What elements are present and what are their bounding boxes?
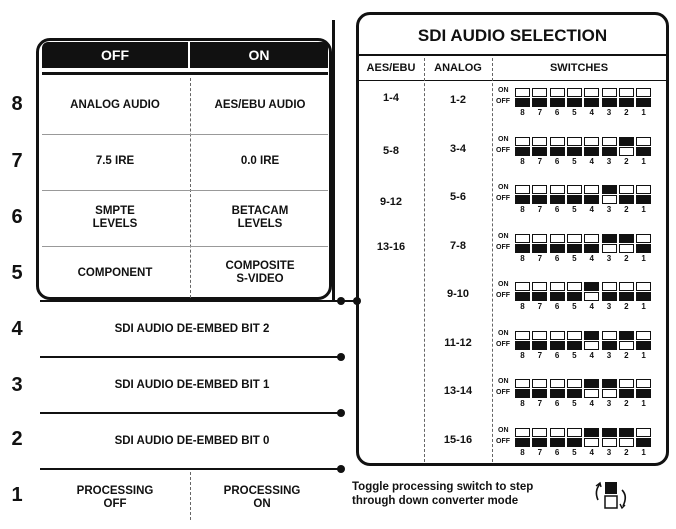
- dip-switch-on-position: [567, 428, 582, 437]
- dip-switch-off-position: [515, 195, 530, 204]
- switch-2-label: SDI AUDIO DE-EMBED BIT 0: [114, 434, 270, 447]
- switch-7-off-label: 7.5 IRE: [95, 154, 135, 167]
- switch-number: 8: [520, 253, 525, 263]
- switch-on-label: ON: [498, 135, 509, 143]
- dip-switch-on-position: [515, 379, 530, 388]
- switch-number: 4: [589, 205, 594, 214]
- dip-switch-on-position: [550, 428, 565, 437]
- switch-number: 2: [624, 447, 629, 457]
- dip-switch-on-position: [636, 282, 651, 291]
- switch-number: 7: [537, 350, 543, 360]
- analog-value: 5-6: [450, 191, 466, 203]
- switch-number: 8: [520, 447, 525, 457]
- dip-switch-on-position: [532, 428, 547, 437]
- dip-switch-off-position: [532, 147, 547, 156]
- dip-switch-on-position: [602, 428, 617, 437]
- dip-switch-on-position: [567, 379, 582, 388]
- switch-number: 5: [572, 399, 577, 408]
- dip-switch-off-position: [602, 341, 617, 350]
- dip-switch-on-position: [636, 185, 651, 194]
- dip-switch-on-position: [515, 137, 530, 146]
- switch-on-label: ON: [498, 329, 509, 337]
- dip-switch-off-position: [602, 195, 617, 204]
- dip-switch-off-position: [532, 98, 547, 107]
- dip-switch-off-position: [550, 147, 565, 156]
- switch-1-on-label: PROCESSING ON: [223, 485, 301, 510]
- switch-off-label: OFF: [496, 292, 510, 299]
- sdi-title-rule: [359, 54, 666, 56]
- dip-switch-off-position: [636, 438, 651, 447]
- dip-switch-on-position: [636, 234, 651, 243]
- dip-switch-on-position: [515, 185, 530, 194]
- dip-switch-off-position: [515, 147, 530, 156]
- dip-switch-off-position: [567, 147, 582, 156]
- dip-switch-on-position: [550, 185, 565, 194]
- dip-switch-off-position: [567, 438, 582, 447]
- dip-switch-off-position: [532, 195, 547, 204]
- switch-number: 6: [554, 108, 560, 117]
- sdi-header-rule: [359, 80, 666, 81]
- dip-switch-off-position: [636, 147, 651, 156]
- dip-switch-on-position: [619, 234, 634, 243]
- row-number-8: 8: [11, 93, 23, 115]
- dip-switch-on-position: [619, 88, 634, 97]
- switch-number: 2: [624, 399, 629, 408]
- switch-7-on-label: 0.0 IRE: [240, 154, 280, 167]
- processing-divider: [190, 472, 191, 520]
- dip-switch-off-position: [567, 98, 582, 107]
- switch-number: 5: [572, 205, 577, 214]
- switch-number: 1: [641, 156, 646, 166]
- switch-off-label: OFF: [496, 98, 510, 105]
- dip-switch-on-position: [584, 137, 599, 146]
- dip-switch-on-position: [532, 88, 547, 97]
- dip-switch-on-position: [550, 282, 565, 291]
- dip-switch-on-position: [619, 282, 634, 291]
- switch-number: 7: [537, 447, 543, 457]
- dip-switch-on-position: [532, 379, 547, 388]
- switch-number: 6: [554, 447, 560, 457]
- dip-switch-on-position: [532, 331, 547, 340]
- dip-switch-off-position: [532, 341, 547, 350]
- dip-switch-off-position: [532, 244, 547, 253]
- row-divider: [42, 134, 328, 135]
- dip-switch-on-position: [550, 88, 565, 97]
- switch-number: 3: [606, 156, 612, 166]
- switch-number: 8: [520, 108, 525, 117]
- row-4-line: [40, 300, 358, 302]
- dip-switch-on-position: [636, 331, 651, 340]
- switch-on-label: ON: [498, 232, 509, 240]
- dip-switch-off-position: [584, 195, 599, 204]
- dip-switch-on-position: [567, 234, 582, 243]
- dip-switch-off-position: [567, 292, 582, 301]
- analog-switches-divider: [492, 58, 493, 462]
- switch-6-off-label: SMPTE LEVELS: [92, 205, 138, 230]
- dip-switch-off-position: [602, 98, 617, 107]
- switch-number: 3: [606, 108, 612, 117]
- switch-on-label: ON: [498, 426, 509, 434]
- dip-switch-on-position: [602, 234, 617, 243]
- switch-number: 2: [624, 205, 629, 214]
- dip-switch-on-position: [584, 428, 599, 437]
- header-rule: [42, 72, 328, 75]
- dip-switch-off-position: [584, 98, 599, 107]
- on-off-divider: [190, 78, 191, 298]
- dip-switch-on-position: [584, 185, 599, 194]
- switch-5-off-label: COMPONENT: [77, 266, 153, 279]
- switch-number: 3: [606, 253, 612, 263]
- dip-switch-on-position: [619, 185, 634, 194]
- dip-switch-on-position: [584, 331, 599, 340]
- dip-switch-off-position: [636, 195, 651, 204]
- dip-switch-on-position: [515, 234, 530, 243]
- aes-ebu-value: 9-12: [379, 196, 403, 208]
- dip-switch-on-position: [532, 185, 547, 194]
- dip-switch-on-position: [636, 88, 651, 97]
- switch-off-label: OFF: [496, 340, 510, 348]
- dip-switch-off-position: [515, 98, 530, 107]
- dip-switch-off-position: [602, 438, 617, 447]
- switch-number: 1: [641, 350, 646, 360]
- dip-switch-on-position: [584, 88, 599, 97]
- analog-value: 9-10: [446, 288, 470, 300]
- switch-6-on-label: BETACAM LEVELS: [231, 205, 289, 230]
- analog-value: 1-2: [450, 94, 466, 106]
- switch-number: 2: [624, 253, 629, 263]
- dip-switch-off-position: [636, 98, 651, 107]
- row-number-6: 6: [11, 206, 23, 228]
- switch-number: 6: [554, 205, 560, 214]
- switch-off-label: OFF: [496, 437, 510, 445]
- switch-number: 6: [554, 302, 560, 311]
- off-header: OFF: [42, 42, 188, 68]
- switch-number: 6: [554, 399, 560, 408]
- dip-switch-off-position: [602, 292, 617, 301]
- switch-number: 7: [537, 302, 543, 311]
- dip-switch-off-position: [550, 341, 565, 350]
- switch-on-label: ON: [498, 281, 509, 288]
- switch-number: 5: [572, 253, 577, 263]
- switch-off-label: OFF: [496, 146, 510, 154]
- switch-off-label: OFF: [496, 389, 510, 396]
- dip-switch-off-position: [584, 341, 599, 350]
- row-number-7: 7: [11, 150, 23, 172]
- dip-switch-off-position: [619, 389, 634, 398]
- dip-switch-off-position: [515, 292, 530, 301]
- dip-switch-on-position: [602, 137, 617, 146]
- analog-value: 11-12: [444, 336, 472, 349]
- dip-switch-on-position: [636, 428, 651, 437]
- dip-switch-on-position: [619, 428, 634, 437]
- switch-number: 1: [641, 253, 646, 263]
- switch-number: 2: [624, 350, 629, 360]
- dip-switch-off-position: [515, 438, 530, 447]
- switch-number: 7: [537, 399, 543, 408]
- switch-3-label: SDI AUDIO DE-EMBED BIT 1: [114, 378, 270, 391]
- switch-number: 4: [589, 253, 594, 263]
- aes-ebu-value: 5-8: [383, 145, 399, 157]
- switch-on-label: ON: [498, 378, 509, 385]
- switch-8-on-label: AES/EBU AUDIO: [214, 98, 306, 111]
- panel-connector-line: [332, 20, 335, 302]
- dip-switch-on-position: [567, 282, 582, 291]
- switch-on-label: ON: [498, 184, 509, 191]
- dip-switch-off-position: [567, 244, 582, 253]
- dip-switch-on-position: [567, 137, 582, 146]
- dip-switch-on-position: [636, 137, 651, 146]
- row-2-line: [40, 412, 342, 414]
- dip-switch-off-position: [515, 341, 530, 350]
- switch-1-off-label: PROCESSING OFF: [76, 485, 154, 510]
- dip-switch-off-position: [550, 195, 565, 204]
- dip-switch-on-position: [532, 282, 547, 291]
- dip-switch-on-position: [550, 379, 565, 388]
- dip-switch-on-position: [550, 137, 565, 146]
- dip-switch-on-position: [515, 428, 530, 437]
- switch-number: 5: [572, 108, 577, 117]
- switch-number: 4: [589, 156, 594, 166]
- aes-analog-divider: [424, 58, 425, 462]
- dip-switch-on-position: [602, 185, 617, 194]
- aes-ebu-value: 1-4: [383, 92, 399, 104]
- col-analog-header: ANALOG: [434, 62, 482, 74]
- switch-number: 6: [554, 253, 560, 263]
- switch-number: 3: [606, 205, 612, 214]
- dip-switch-off-position: [636, 244, 651, 253]
- analog-value: 3-4: [450, 142, 466, 155]
- switch-number: 4: [589, 302, 594, 311]
- dip-switch-off-position: [619, 292, 634, 301]
- switch-number: 3: [606, 447, 612, 457]
- dip-switch-off-position: [619, 195, 634, 204]
- dip-switch-off-position: [532, 389, 547, 398]
- dip-switch-on-position: [515, 282, 530, 291]
- switch-number: 4: [589, 350, 594, 360]
- switch-number: 7: [537, 205, 543, 214]
- switch-number: 7: [537, 108, 543, 117]
- dip-switch-off-position: [602, 244, 617, 253]
- dip-switch-off-position: [550, 98, 565, 107]
- dip-switch-off-position: [550, 389, 565, 398]
- dip-switch-off-position: [584, 389, 599, 398]
- dip-switch-on-position: [619, 331, 634, 340]
- dip-switch-on-position: [636, 379, 651, 388]
- dip-switch-off-position: [619, 438, 634, 447]
- dip-switch-off-position: [584, 438, 599, 447]
- switch-number: 2: [624, 156, 629, 166]
- row-number-5: 5: [11, 262, 23, 284]
- dip-switch-on-position: [584, 282, 599, 291]
- dip-switch-off-position: [567, 341, 582, 350]
- dip-switch-on-position: [515, 331, 530, 340]
- switch-number: 1: [641, 447, 646, 457]
- dip-switch-on-position: [619, 379, 634, 388]
- analog-value: 15-16: [443, 433, 473, 446]
- dip-switch-off-position: [515, 389, 530, 398]
- analog-value: 7-8: [450, 239, 466, 252]
- dip-switch-on-position: [550, 331, 565, 340]
- dip-switch-off-position: [550, 244, 565, 253]
- col-aes-ebu-header: AES/EBU: [366, 62, 416, 74]
- dip-switch-off-position: [602, 389, 617, 398]
- dip-switch-on-position: [567, 331, 582, 340]
- switch-number: 3: [606, 399, 612, 408]
- dip-switch-on-position: [584, 379, 599, 388]
- analog-value: 13-14: [443, 385, 473, 397]
- sdi-table-title: SDI AUDIO SELECTION: [417, 26, 608, 45]
- switch-number: 8: [520, 205, 525, 214]
- dip-switch-off-position: [550, 438, 565, 447]
- switch-number: 8: [520, 302, 525, 311]
- switch-5-on-label: COMPOSITE S-VIDEO: [225, 260, 295, 285]
- switch-number: 5: [572, 156, 577, 166]
- toggle-switch-icon: [588, 478, 638, 514]
- dip-switch-off-position: [619, 244, 634, 253]
- switch-number: 4: [589, 447, 594, 457]
- dip-switch-off-position: [602, 147, 617, 156]
- dip-switch-on-position: [567, 185, 582, 194]
- dip-switch-off-position: [515, 244, 530, 253]
- dip-switch-off-position: [619, 341, 634, 350]
- row-divider: [42, 246, 328, 247]
- dip-switch-off-position: [619, 147, 634, 156]
- switch-number: 1: [641, 399, 646, 408]
- switch-number: 3: [606, 350, 612, 360]
- switch-number: 4: [589, 399, 594, 408]
- switch-number: 5: [572, 447, 577, 457]
- row-number-1: 1: [11, 484, 23, 506]
- dip-switch-on-position: [602, 282, 617, 291]
- dip-switch-on-position: [550, 234, 565, 243]
- switch-number: 1: [641, 108, 646, 117]
- dip-switch-on-position: [515, 88, 530, 97]
- switch-4-label: SDI AUDIO DE-EMBED BIT 2: [114, 322, 270, 335]
- dip-switch-off-position: [636, 389, 651, 398]
- dip-switch-on-position: [602, 379, 617, 388]
- dip-switch-on-position: [567, 88, 582, 97]
- switch-number: 8: [520, 350, 525, 360]
- toggle-note: Toggle processing switch to step through down converter mode: [352, 481, 534, 507]
- dip-switch-on-position: [584, 234, 599, 243]
- switch-number: 7: [537, 156, 543, 166]
- switch-on-label: ON: [498, 87, 509, 94]
- switch-8-off-label: ANALOG AUDIO: [70, 98, 160, 111]
- row-number-4: 4: [11, 318, 23, 340]
- switch-number: 4: [589, 108, 594, 117]
- aes-ebu-value: 13-16: [376, 241, 406, 253]
- dip-switch-off-position: [550, 292, 565, 301]
- switch-number: 5: [572, 302, 577, 311]
- dip-switch-off-position: [567, 195, 582, 204]
- switch-number: 2: [624, 108, 629, 117]
- switch-number: 1: [641, 205, 646, 214]
- switch-number: 1: [641, 302, 646, 311]
- switch-number: 2: [624, 302, 629, 311]
- row-1-dot: [337, 465, 345, 473]
- switch-number: 6: [554, 156, 560, 166]
- dip-switch-on-position: [602, 88, 617, 97]
- row-1-line: [40, 468, 342, 470]
- switch-number: 8: [520, 156, 525, 166]
- switch-number: 8: [520, 399, 525, 408]
- dip-switch-on-position: [532, 137, 547, 146]
- dip-switch-off-position: [567, 389, 582, 398]
- dip-switch-off-position: [636, 292, 651, 301]
- dip-switch-on-position: [532, 234, 547, 243]
- dip-switch-off-position: [532, 438, 547, 447]
- dip-switch-on-position: [602, 331, 617, 340]
- dip-switch-off-position: [584, 147, 599, 156]
- dip-switch-off-position: [532, 292, 547, 301]
- col-switches-header: SWITCHES: [549, 62, 609, 74]
- dip-switch-off-position: [619, 98, 634, 107]
- switch-off-label: OFF: [496, 195, 510, 202]
- switch-number: 7: [537, 253, 543, 263]
- row-divider: [42, 190, 328, 191]
- dip-switch-off-position: [584, 244, 599, 253]
- switch-number: 6: [554, 350, 560, 360]
- switch-number: 3: [606, 302, 612, 311]
- row-number-2: 2: [11, 428, 23, 450]
- dip-switch-off-position: [584, 292, 599, 301]
- dip-switch-off-position: [636, 341, 651, 350]
- on-header: ON: [190, 42, 328, 68]
- row-3-line: [40, 356, 342, 358]
- switch-off-label: OFF: [496, 243, 510, 251]
- dip-switch-on-position: [619, 137, 634, 146]
- row-number-3: 3: [11, 374, 23, 396]
- switch-number: 5: [572, 350, 577, 360]
